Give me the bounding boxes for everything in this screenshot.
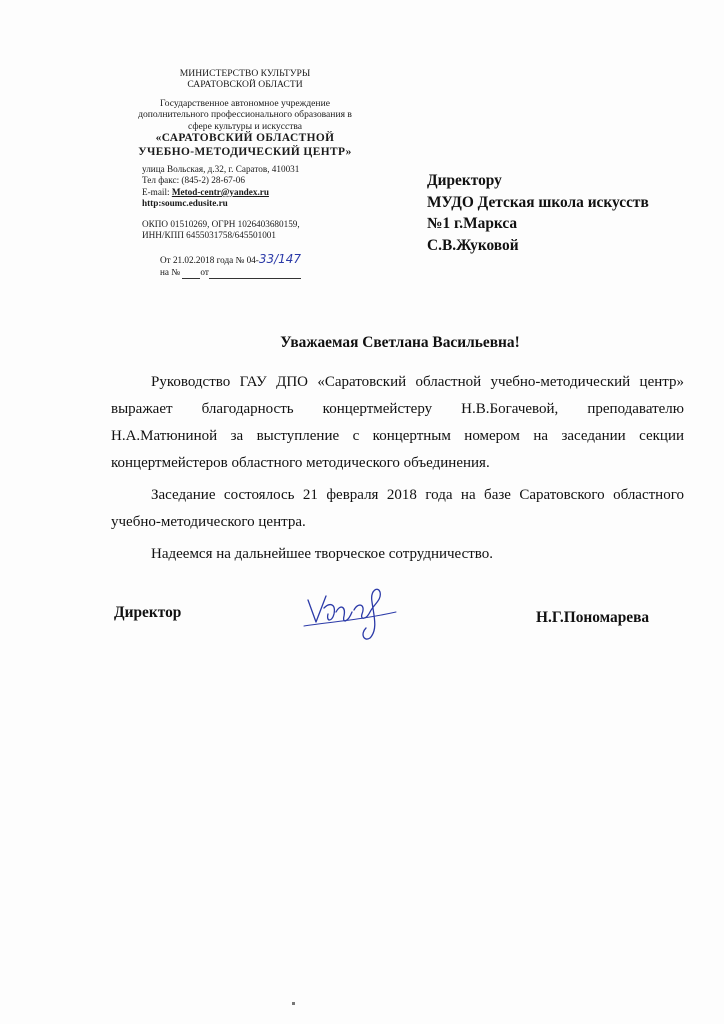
outgoing-reference xyxy=(160,253,301,279)
addressee-organization: МУДО Детская школа искусств xyxy=(427,193,649,211)
incoming-ref-from: от xyxy=(200,267,209,277)
institution-line-3: сфере культуры и искусства xyxy=(187,120,303,132)
letterhead-spacer xyxy=(120,91,370,98)
website-link[interactable]: http:soumc.edusite.ru xyxy=(142,198,228,209)
incoming-date-blank xyxy=(209,266,301,279)
signatory-title: Директор xyxy=(114,604,182,621)
outgoing-number-handwritten: 33/147 xyxy=(258,252,302,266)
addressee-location: №1 г.Маркса xyxy=(427,215,518,232)
phone-line: Тел факс: (845-2) 28-67-06 xyxy=(142,175,245,186)
address-line: улица Вольская, д.32, г. Саратов, 410031 xyxy=(142,164,300,175)
body-paragraph-3: Надеемся на дальнейшее творческое сотрудничество. xyxy=(151,546,494,562)
email-line xyxy=(142,187,370,198)
salutation: Уважаемая Светлана Васильевна! xyxy=(280,334,520,351)
email-link[interactable]: Metod-centr@yandex.ru xyxy=(171,186,269,197)
outgoing-number-printed: 04- xyxy=(246,255,259,265)
contacts-block xyxy=(120,164,370,210)
inn-kpp-line: ИНН/КПП 6455031758/645501001 xyxy=(142,230,276,241)
email-label: E-mail: xyxy=(142,186,170,197)
letter-body xyxy=(111,369,684,573)
org-name-line-2: УЧЕБНО-МЕТОДИЧЕСКИЙ ЦЕНТР» xyxy=(138,145,352,158)
signatory-name: Н.Г.Пономарева xyxy=(536,609,650,626)
org-name-line-1: «САРАТОВСКИЙ ОБЛАСТНОЙ xyxy=(155,132,335,145)
addressee-title: Директору xyxy=(427,172,502,189)
okpo-ogrn-line: ОКПО 01510269, ОГРН 1026403680159, xyxy=(142,218,300,229)
body-paragraph-2: Заседание состоялось 21 февраля 2018 года на базе Саратовского областного учебно-методического центра. xyxy=(111,487,684,530)
ministry-region-line: САРАТОВСКОЙ ОБЛАСТИ xyxy=(187,79,303,91)
addressee-name: С.В.Жуковой xyxy=(427,236,519,254)
ministry-line: МИНИСТЕРСТВО КУЛЬТУРЫ xyxy=(179,68,311,79)
institution-line-1: Государственное автономное учреждение xyxy=(160,97,330,109)
handwritten-signature xyxy=(300,582,412,644)
addressee-block xyxy=(427,170,649,256)
outgoing-date-line xyxy=(160,253,301,266)
body-paragraph-1: Руководство ГАУ ДПО «Саратовский областной учебно-методический центр» выражает благодарность концертмейстеру Н.В.Богачевой, преподавателю Н.А.Матюниной за выступление с концертным номером на заседании секции концертмейстеров областного методического объединения. xyxy=(111,374,684,471)
registration-ids xyxy=(120,219,370,242)
letterhead xyxy=(120,68,370,241)
institution-line-2: дополнительного профессионального образования в xyxy=(138,109,352,121)
incoming-ref-line xyxy=(160,266,301,279)
incoming-ref-blank xyxy=(182,266,200,279)
scan-speck xyxy=(292,1002,295,1005)
outgoing-date: От 21.02.2018 года № xyxy=(160,255,245,265)
incoming-ref-label: на № xyxy=(160,267,181,277)
